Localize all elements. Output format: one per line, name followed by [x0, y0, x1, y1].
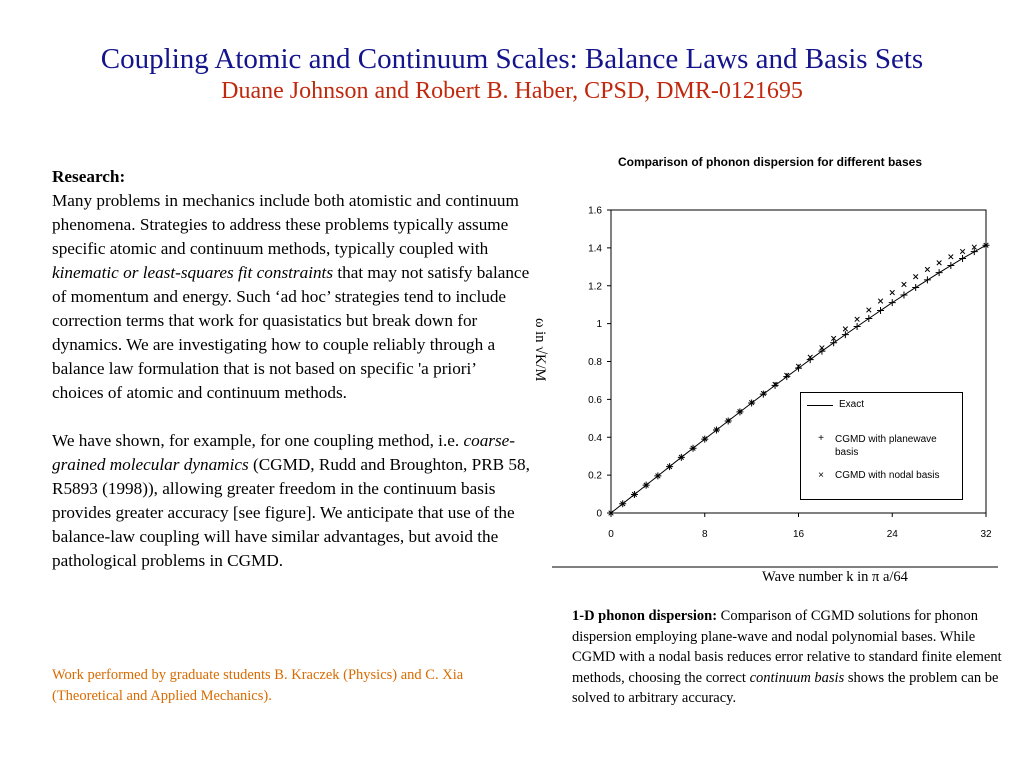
- x-tick-label: 32: [980, 529, 992, 540]
- research-heading: Research:: [52, 167, 126, 186]
- y-tick-label: 1.6: [588, 205, 602, 217]
- y-tick-label: 0.6: [588, 394, 602, 406]
- research-paragraph-1: Many problems in mechanics include both atomistic and continuum phenomena. Strategies to address these problems typically assume specific atomic and continuum methods, typically coupled with kinematic or least-squares fit constraints that may not satisfy balance of momentum and energy. Such ‘ad hoc’ strategies tend to include correction terms that work for quasistatics but break down for dynamics. We are investigating how to couple reliably through a balance law formulation that is not based on specific 'a priori’ choices of atomic and continuum methods.: [52, 191, 530, 402]
- planewave-point: [936, 269, 943, 276]
- nodal-point: [867, 308, 872, 313]
- y-tick-label: 1.2: [588, 281, 602, 293]
- nodal-point: [949, 254, 954, 259]
- planewave-point: [900, 292, 907, 299]
- planewave-point: [854, 323, 861, 330]
- nodal-point: [960, 249, 965, 254]
- y-tick-label: 1.4: [588, 243, 602, 255]
- y-tick-label: 0.2: [588, 470, 602, 482]
- legend-item-nodal: × CGMD with nodal basis: [807, 470, 939, 481]
- y-tick-label: 0.8: [588, 357, 602, 368]
- nodal-point: [878, 299, 883, 304]
- y-tick-label: 1: [596, 319, 602, 331]
- y-tick-label: 0: [596, 508, 602, 520]
- line-swatch-icon: [807, 405, 833, 406]
- nodal-point: [843, 327, 848, 332]
- figure-caption: 1-D phonon dispersion: Comparison of CGMD solutions for phonon dispersion employing plane-wave and nodal polynomial bases. While CGMD with a nodal basis reduces error relative to standard finite element methods, choosing the correct continuum basis shows the problem can be solved to arbitrary accuracy.: [572, 608, 1002, 706]
- chart-legend: [800, 392, 963, 500]
- chart-title: Comparison of phonon dispersion for different bases: [617, 155, 923, 169]
- planewave-point: [842, 331, 849, 338]
- research-paragraph-2: We have shown, for example, for one coupling method, i.e. coarse-grained molecular dynamics (CGMD, Rudd and Broughton, PRB 58, R5893 (1998)), allowing greater freedom in the continuum basis provides greater accuracy [see figure]. We anticipate that use of the balance-law coupling will have similar advantages, but avoid the pathological problems in CGMD.: [52, 431, 530, 570]
- nodal-point: [925, 267, 930, 272]
- credit-note: Work performed by graduate students B. Kraczek (Physics) and C. Xia (Theoretical and Applied Mechanics).: [52, 667, 464, 704]
- x-tick-label: 8: [701, 529, 708, 540]
- planewave-point: [818, 348, 825, 355]
- page-title: Coupling Atomic and Continuum Scales: Balance Laws and Basis Sets: [100, 43, 924, 75]
- planewave-point: [889, 299, 896, 306]
- cross-marker-icon: ×: [818, 470, 824, 481]
- nodal-point: [855, 317, 860, 322]
- nodal-point: [902, 282, 907, 287]
- plus-marker-icon: +: [818, 433, 824, 444]
- planewave-point: [865, 315, 872, 322]
- planewave-point: [877, 307, 884, 314]
- y-tick-label: 0.4: [588, 432, 602, 444]
- x-tick-label: 24: [886, 529, 898, 540]
- x-tick-label: 0: [608, 529, 614, 540]
- nodal-point: [913, 274, 918, 279]
- planewave-point: [924, 276, 931, 283]
- nodal-point: [937, 261, 942, 266]
- y-axis-label: ω in √K/M: [532, 318, 548, 382]
- page-subtitle: Duane Johnson and Robert B. Haber, CPSD, DMR-0121695: [221, 78, 803, 104]
- legend-item-exact: Exact: [807, 399, 864, 410]
- planewave-point: [947, 262, 954, 269]
- planewave-point: [912, 284, 919, 291]
- legend-item-planewave: + CGMD with planewave basis: [807, 433, 957, 459]
- planewave-point: [959, 255, 966, 262]
- nodal-point: [890, 290, 895, 295]
- x-tick-label: 16: [792, 529, 805, 540]
- x-axis-label: Wave number k in π a/64: [762, 569, 908, 585]
